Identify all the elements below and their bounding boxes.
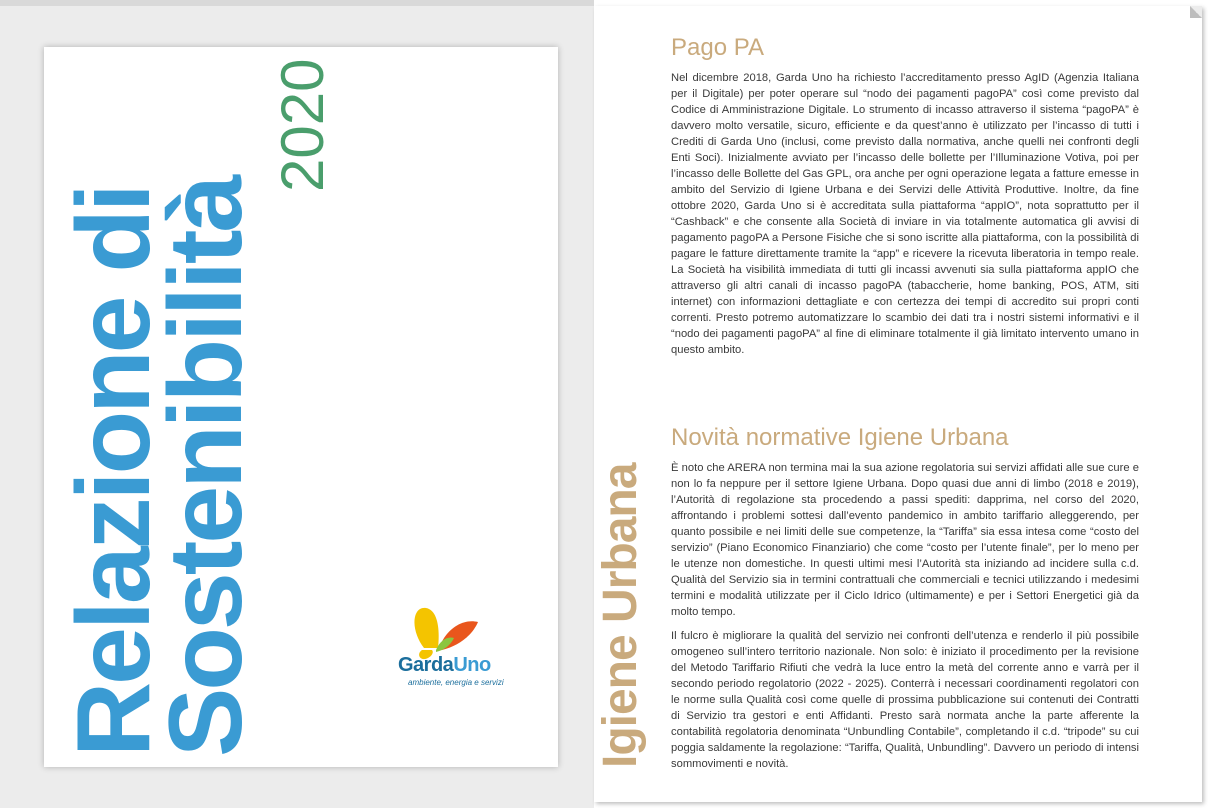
section-paragraph: Il fulcro è migliorare la qualità del servizio nei confronti dell’utenza e renderlo il più possibile omogeneo sull’intero territorio nazionale. Non solo: è iniziato il procedimento per la revisione del Metodo Tariffario Rifiuti che vedrà la luce entro la metà del corrente anno e varrà per il secondo periodo regolatorio (2022 - 2025). Conterrà i necessari coordinamenti regolatori con le norme sulla Qualità così come quelle di prossima pubblicazione sui contenuti dei Contratti di Servizio tra gestori e enti Affidanti. Presto sarà normata anche la parte afferente la contabilità regolatoria denominata “Unbundling Contabile”, completando il c.d. “tripode” su cui poggia saldamente la regolazione: “Tariffa, Qualità, Unbundling”. Davvero un periodo di intensi sommovimenti e novità. xyxy=(671,630,1139,770)
cover-title-line2: Sostenibilità xyxy=(148,177,264,757)
section-heading: Pago PA xyxy=(671,34,764,61)
section-pago-pa xyxy=(671,34,1139,358)
section-paragraph: Nel dicembre 2018, Garda Uno ha richiesto l’accreditamento presso AgID (Agenzia Italiana per il Digitale) per poter operare sul “nodo dei pagamenti pagoPA” così come previsto dal Codice di Amministrazione Digitale. Lo strumento di incasso attraverso il sistema “pagoPA” è davvero molto versatile, sicuro, efficiente e da quest’anno è utilizzato per l’incasso di tutti i Crediti di Garda Uno (inclusi, come previsto dalla normativa, anche quelli nei confronti degli Enti Soci). Inizialmente avviato per l’incasso delle bollette per l’Illuminazione Votiva, poi per l’incasso delle Bollette del Gas GPL, ora anche per ogni operazione legata a fatture emesse in ambito del Servizio di Igiene Urbana e dei Servizi delle Attività Produttive. Inoltre, da fine ottobre 2020, Garda Uno si è accreditata sulla piattaforma “appIO”, nota soprattutto per il “Cashback” e che consente alla Società di inviare in via totalmente automatica gli avvisi di pagamento pagoPA a Persone Fisiche che si sono iscritte alla piattaforma, con la possibilità di pagare le fatture direttamente tramite la “app” e ricevere la ricevuta liberatoria in tempo reale. La Società ha visibilità immediata di tutti gli incassi avvenuti sia sulla piattaforma appIO che attraverso gli altri canali di incasso pagoPA (tabaccherie, home banking, POS, ATM, siti internet) con informazioni dettagliate e con certezza dei tempi di accredito sui propri conti correnti. Presto potremo automatizzare lo scambio dei dati tra i nostri sistemi informativi e il “nodo dei pagamenti pagoPA” al fine di eliminare totalmente il già limitato intervento umano in questo ambito. xyxy=(671,72,1139,356)
cover-year: 2020 xyxy=(269,58,336,192)
page-corner-curl xyxy=(1190,6,1202,18)
logo-tagline: ambiente, energia e servizi xyxy=(408,678,504,687)
section-paragraph: È noto che ARERA non termina mai la sua azione regolatoria sui servizi affidati alle sue cure e non lo fa neppure per il settore Igiene Urbana. Dopo quasi due anni di limbo (2018 e 2019), l’Autorità di regolazione sta procedendo a passi spediti: dapprima, nel corso del 2020, affrontando i problemi sottesi dall’evento pandemico in ambito tariffario alleggerendo, per quanto possibile e nei limiti delle sue competenze, la “Tariffa” sia essa intesa come “costo del servizio” (Piano Economico Finanziario) che come “costo per l’utente finale”, per lo meno per le utenze non domestiche. In questi ultimi mesi l’Autorità sta iniziando ad incidere sulla c.d. Qualità del Servizio sia in termini contrattuali che commerciali e tecnici utilizzando i medesimi termini e modalità utilizzate per il Ciclo Idrico (ultimamente) e per i Settori Energetici già da molto tempo. xyxy=(671,462,1139,618)
section-novita-normative xyxy=(671,424,1139,772)
cover-title xyxy=(56,57,264,757)
cover-title-line1: Relazione di xyxy=(56,186,172,757)
section-heading: Novità normative Igiene Urbana xyxy=(671,424,1009,451)
logo-wing-yellow xyxy=(414,608,438,648)
logo-name xyxy=(398,654,491,677)
logo-name-garda: Garda xyxy=(398,654,454,676)
section-tab-label: Igiene Urbana xyxy=(594,463,647,768)
logo-name-uno: Uno xyxy=(453,654,491,676)
